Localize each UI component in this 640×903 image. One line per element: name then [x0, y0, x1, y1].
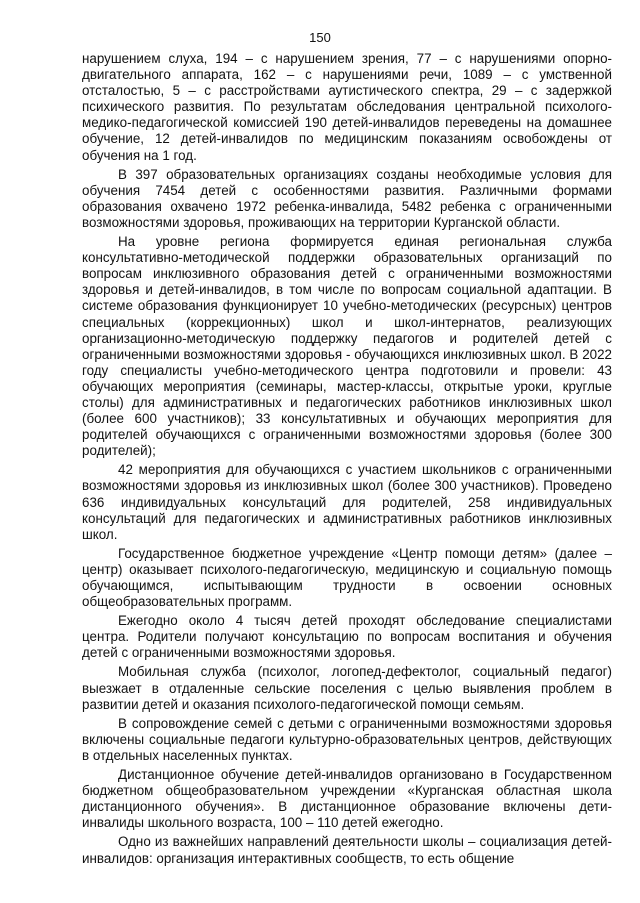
page-number: 150 [309, 30, 331, 45]
paragraph-2: В 397 образовательных организациях созданы необходимые условия для обучения 7454 детей с особенностями развития. Различными формами образования охвачено 1972 ребенка-инвалида, 5482 ребенка с ограниченными возможностями здоровья, проживающих на территории Курганской области. [82, 166, 612, 230]
paragraph-1: нарушением слуха, 194 – с нарушением зрения, 77 – с нарушениями опорно-двигательного аппарата, 162 – с нарушениями речи, 1089 – с умственной отсталостью, 5 – с расстройствами аутистического спектра, 29 – с задержкой психического развития. По результатам обследования центральной психолого-медико-педагогической комиссией 190 детей-инвалидов переведены на домашнее обучение, 12 детей-инвалидов по медицинским показаниям освобождены от обучения на 1 год. [82, 51, 612, 163]
paragraph-6: Ежегодно около 4 тысяч детей проходят обследование специалистами центра. Родители получают консультацию по вопросам воспитания и обучения детей с ограниченными возможностями здоровья. [82, 613, 612, 661]
paragraph-10: Одно из важнейших направлений деятельности школы – социализация детей-инвалидов: организация интерактивных сообществ, то есть общение [82, 834, 612, 866]
paragraph-3: На уровне региона формируется единая региональная служба консультативно-методической поддержки образовательных организаций по вопросам инклюзивного образования детей с ограниченными возможностями здоровья и детей-инвалидов, в том числе по вопросам социальной адаптации. В системе образования функционирует 10 учебно-методических (ресурсных) центров специальных (коррекционных) школ и школ-интернатов, реализующих организационно-методическую поддержку педагогов и родителей детей с ограниченными возможностями здоровья - обучающихся инклюзивных школ. В 2022 году специалисты учебно-методического центра подготовили и провели: 43 обучающих мероприятия (семинары, мастер-классы, открытые уроки, круглые столы) для административных и педагогических работников инклюзивных школ (более 600 участников); 33 консультативных и обучающих мероприятия для родителей обучающихся с ограниченными возможностями здоровья (более 300 родителей); [82, 234, 612, 459]
paragraph-7: Мобильная служба (психолог, логопед-дефектолог, социальный педагог) выезжает в отдаленные сельские поселения с целью выявления проблем в развитии детей и оказания психолого-педагогической помощи семьям. [82, 664, 612, 712]
paragraph-8: В сопровождение семей с детьми с ограниченными возможностями здоровья включены социальные педагоги культурно-образовательных центров, действующих в отдельных населенных пунктах. [82, 715, 612, 763]
document-body [82, 51, 612, 867]
paragraph-9: Дистанционное обучение детей-инвалидов организовано в Государственном бюджетном общеобразовательном учреждении «Курганская областная школа дистанционного обучения». В дистанционное образование включены дети-инвалиды школьного возраста, 100 – 110 детей ежегодно. [82, 767, 612, 831]
paragraph-5: Государственное бюджетное учреждение «Центр помощи детям» (далее – центр) оказывает психолого-педагогическую, медицинскую и социальную помощь обучающимся, испытывающим трудности в освоении основных общеобразовательных программ. [82, 545, 612, 610]
paragraph-4: 42 мероприятия для обучающихся с участием школьников с ограниченными возможностями здоровья из инклюзивных школ (более 300 участников). Проведено 636 индивидуальных консультаций для родителей, 258 индивидуальных консультаций для педагогических и административных работников инклюзивных школ. [82, 462, 612, 542]
